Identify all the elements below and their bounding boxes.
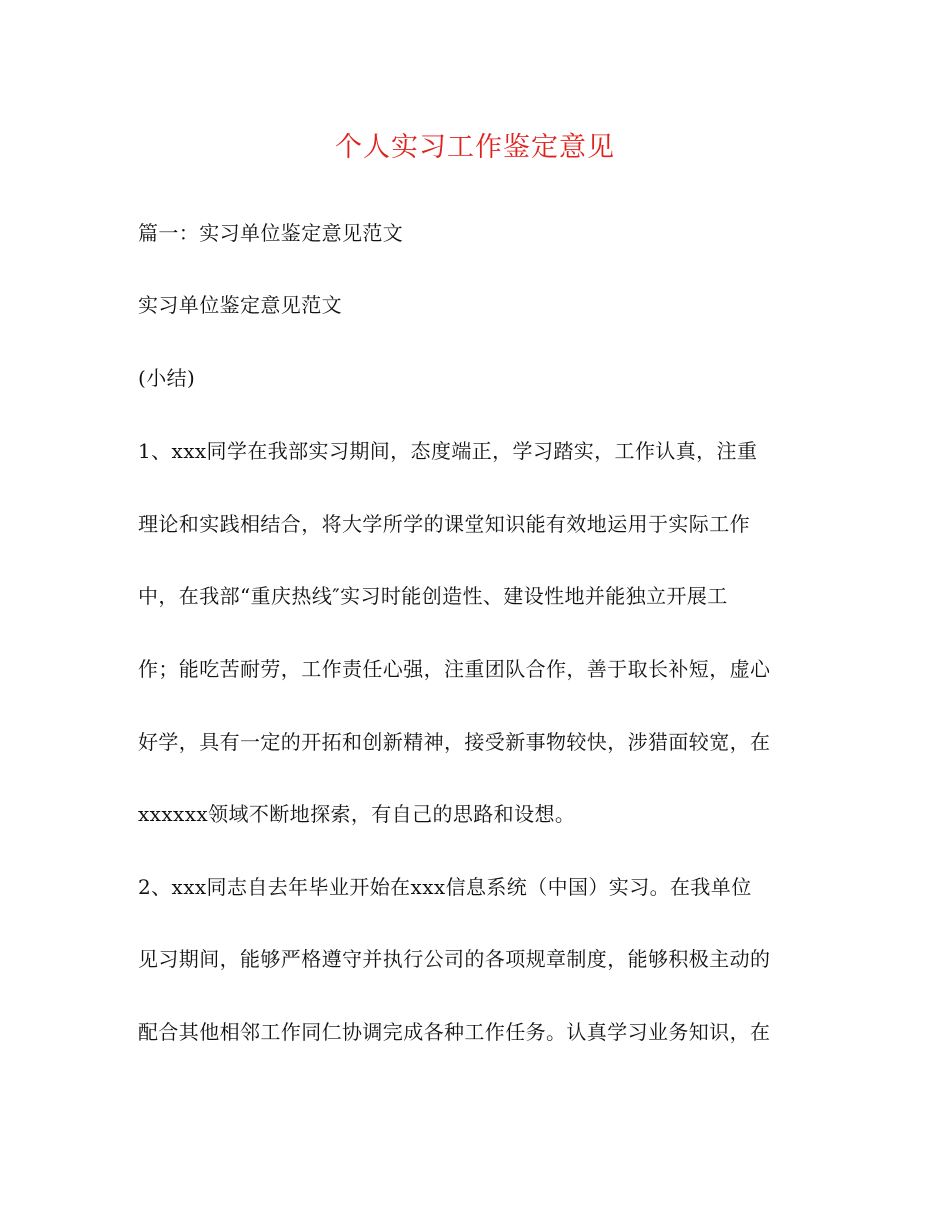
text-line: 1、xxx同学在我部实习期间，态度端正，学习踏实，工作认真，注重	[138, 439, 758, 463]
text-line: xxxxxx领域不断地探索，有自己的思路和设想。	[138, 802, 576, 826]
text-line: 配合其他相邻工作同仁协调完成各种工作任务。认真学习业务知识，在	[138, 1020, 771, 1044]
text-line: 理论和实践相结合，将大学所学的课堂知识能有效地运用于实际工作	[138, 512, 750, 536]
text-line: (小结)	[138, 366, 196, 390]
text-line: 篇一：实习单位鉴定意见范文	[138, 221, 404, 245]
text-line: 作；能吃苦耐劳，工作责任心强，注重团队合作，善于取长补短，虚心	[138, 657, 771, 681]
text-line: 中，在我部“重庆热线″实习时能创造性、建设性地并能独立开展工	[138, 584, 728, 608]
text-line: 实习单位鉴定意见范文	[138, 293, 342, 317]
text-line: 好学，具有一定的开拓和创新精神，接受新事物较快，涉猎面较宽，在	[138, 730, 771, 754]
text-line: 2、xxx同志自去年毕业开始在xxx信息系统（中国）实习。在我单位	[138, 875, 752, 899]
text-line: 见习期间，能够严格遵守并执行公司的各项规章制度，能够积极主动的	[138, 947, 771, 971]
document-title: 个人实习工作鉴定意见	[335, 132, 615, 163]
